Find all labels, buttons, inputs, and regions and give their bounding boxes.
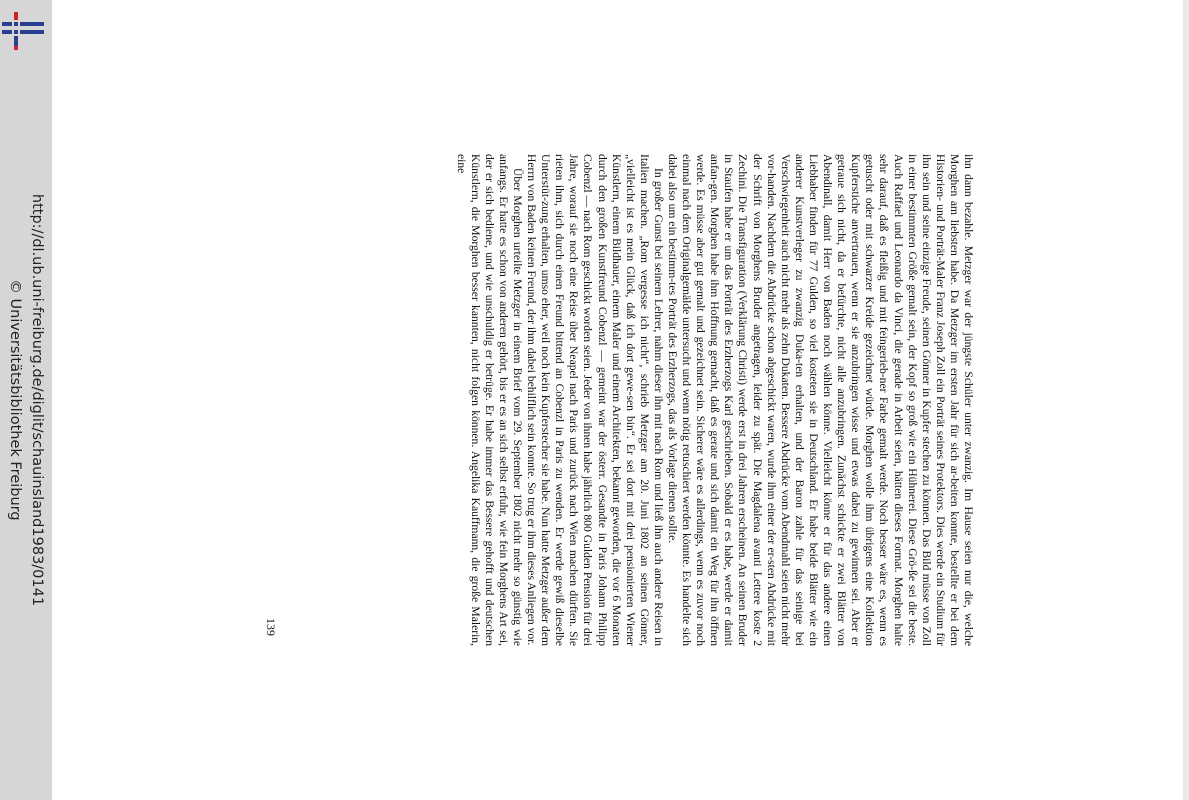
paragraph: Über Morghen urteilte Metzger in einem Brief vom 29. September 1802 nicht mehr so günstig wie anfangs. Er hatte es schon von anderen gehört, bis er es an sich selbst erfuhr, wie fein Morghens Art sei, der er sich bediene, und wie unschuldig er betrüge. Er habe immer das Bessere gehofft und deutschen Künstlern, die Morghen besser kannten, nicht folgen können. Angelika Kauffmann, die große Malerin, eine: [454, 154, 524, 646]
viewer-scrollbar[interactable]: [1183, 0, 1189, 800]
page-viewport: [255, 150, 975, 650]
source-url[interactable]: http://dl.ub.uni-freiburg.de/diglit/schauinsland1983/0141: [29, 193, 45, 607]
paragraph: In großer Gunst bei seinem Lehrer, nahm dieser ihn mit nach Rom und ließ ihn auch andere Reisen in Italien machen. „Rom vergesse ich nicht“, schrieb Metzger am 20. Juni 1802 an seinen Gönner, „vielleicht ist es mein Glück, daß ich dort gewe-sen bin“. Er sei dort mit drei pensionierten Wiener Künstlern, einem Bildhauer, einem Maler und einem Architekten, bekannt geworden, die vor 6 Monaten durch den großen Kunstfreund Cobenzl — gemeint war der österr. Gesandte in Paris Johann Philipp Cobenzl — nach Rom geschickt worden seien. Jeder von ihnen habe jährlich 800 Gulden Pension für drei Jahre, worauf sie noch eine Reise über Neapel nach Paris und zurück nach Wien machen dürften. Sie rieten ihm, sich durch einen Freund bittend an Cobenzl in Paris zu wenden. Er werde gewiß dieselbe Unterstüt-zung erhalten, umso eher, weil noch kein Kupferstecher sie habe. Nun hatte Metzger außer dem Herrn von Baden keinen Freund, der ihm dabei behilflich sein konnte. So trug er ihm dieses Anliegen vor.: [525, 154, 665, 646]
paragraph: ihn dann bezahle. Metzger war der jüngste Schüler unter zwanzig. Im Hause seien nur die, welche Morghen am liebsten habe. Da Metzger im ersten Jahr für sich ar-beiten konnte, bestellte er bei dem Historien- und Porträt-Maler Franz Joseph Zoll ein Porträt seines Protektors. Dies werde ein Studium für ihn sein und seine einzige Freude, seinen Gönner in Kupfer stechen zu können. Das Bild müsse von Zoll in einer bestimmten Größe gemalt sein, der Kopf so groß wie ein Hühnerei. Diese Grö-ße sei die beste. Auch Raffael und Leonardo da Vinci, die gerade in Arbeit seien, hätten dieses Format. Morghen halte sehr darauf, daß es fleißig und mit feingerieb-ner Farbe gemalt werde. Noch besser wäre es, wenn es getuscht oder mit schwarzer Kreide gezeichnet würde. Morghen wolle ihm übrigens eine Kollektion Kupferstiche anvertrauen, wenn er sie anzubringen wisse und etwas dabei zu gewinnen sei. Aber er getraue sich nicht, da er befürchte, nicht alle anzubringen. Zunächst schickte er zwei Blätter von Abendinall, damit Herr von Baden noch wählen könne. Vielleicht könne er für das andere einen Liebhaber finden für 77 Gulden, so viel kosteten sie in Deutschland. Er habe beide Blätter wie ein anderer Kunstverleger zu zwanzig Duka-ten erhalten, und der Baron zahle für das seinige bei Verschwiegenheit auch nicht mehr als zehn Dukaten. Bessere Abdrücke vom Abendmahl seien nicht mehr vor-handen. Nachdem die Abdrücke schon abgeschickt waren, wurde ihm einer der er-sten Abdrücke mit der Schrift von Morghens Bruder angetragen, leider zu spät. Die Magdalena avanti Lettere koste 2 Zechini. Die Transfiguration (Verklärung Christi) werde erst in drei Jahren erscheinen. An seinen Bruder in Staufen habe er um das Porträt des Erzherzogs Karl geschrieben. Sobald er es habe, werde er damit anfan-gen. Morghen habe ihm Hoffnung gemacht, daß es gerate und sich damit ein Weg für ihn öffnen werde. Es müsse aber gut gemalt und gezeichnet sein. Sicherer wäre es allerdings, wenn es zuvor noch einmal nach dem Originalgemälde untersucht und wenn nötig retuschiert werden könnte. Es handelte sich dabei also um ein bestimm-tes Porträt des Erzherzogs, das als Vorlage dienen sollte.: [666, 154, 975, 646]
page-body: [285, 154, 975, 646]
viewer-sidebar: [0, 0, 52, 800]
freiburg-library-logo-icon: [2, 10, 46, 50]
copyright-notice: © Universitätsbibliothek Freiburg: [7, 279, 23, 521]
sidebar-citation: [4, 194, 48, 606]
scanned-page: [259, 154, 975, 646]
page-number: 139: [264, 618, 278, 636]
